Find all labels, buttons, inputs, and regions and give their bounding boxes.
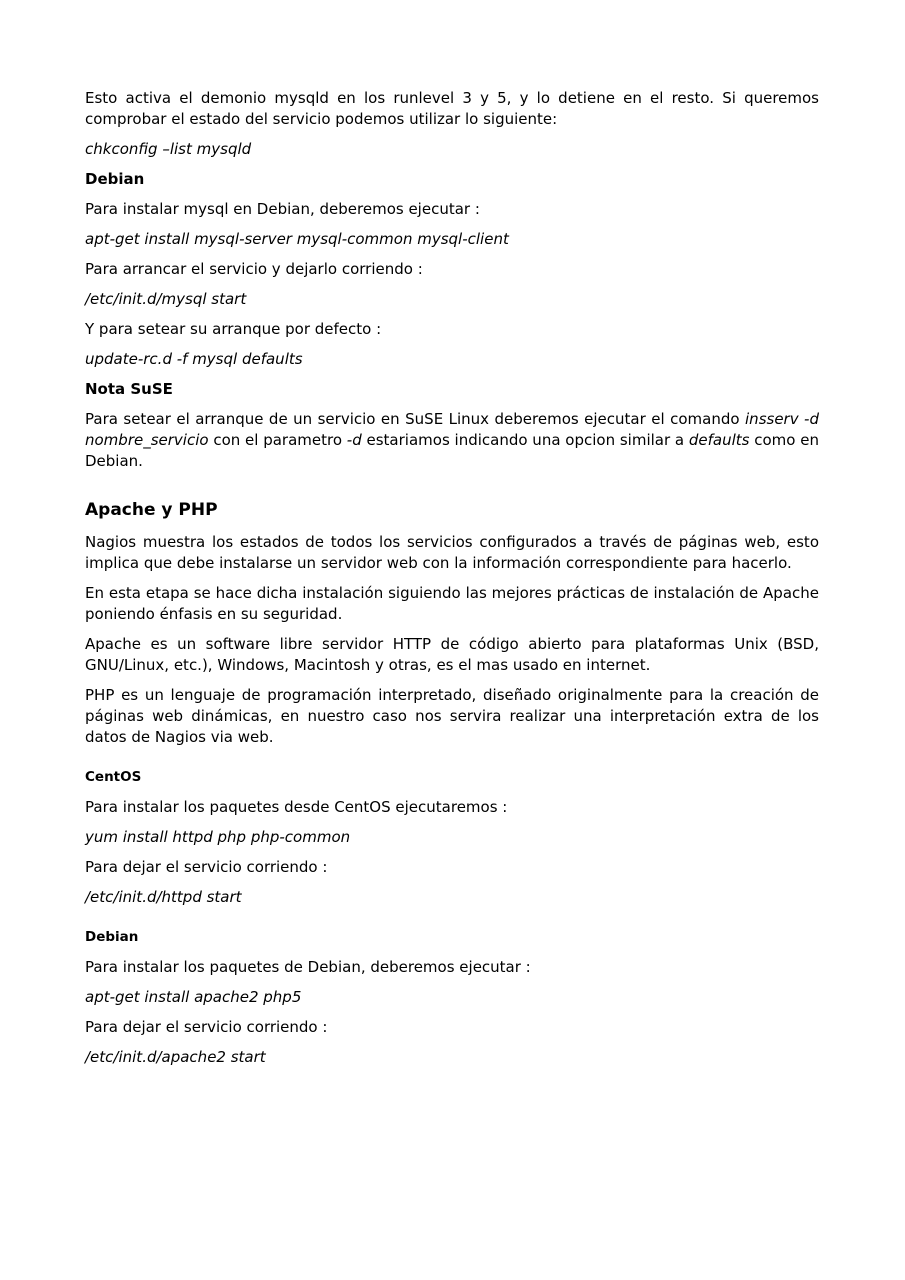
heading-nota-suse: Nota SuSE [85,380,173,398]
heading-debian-mysql: Debian [85,170,145,188]
command-initd-apache2: /etc/init.d/apache2 start [85,1048,266,1066]
command-initd-mysql: /etc/init.d/mysql start [85,290,247,308]
heading-debian-apache: Debian [85,929,139,945]
inline-command-d-flag: -d [346,431,362,449]
paragraph-debian-install-intro: Para instalar mysql en Debian, deberemos ejecutar : [85,200,480,218]
suse-text-segment: con el parametro [208,431,347,449]
command-yum-httpd: yum install httpd php php-common [85,828,351,846]
paragraph-debian-default-intro: Y para setear su arranque por defecto : [85,320,382,338]
command-aptget-mysql: apt-get install mysql-server mysql-common mysql-client [85,230,509,248]
paragraph-nagios-web: Nagios muestra los estados de todos los servicios configurados a través de páginas web, esto implica que debe instalarse un servidor web con la información correspondiente para hacerlo. [85,533,819,572]
heading-apache-php: Apache y PHP [85,500,218,520]
paragraph-debian-start-intro: Para arrancar el servicio y dejarlo corriendo : [85,260,423,278]
inline-command-insserv: insserv -d nombre_servicio [85,410,819,449]
paragraph-suse [85,409,819,472]
command-aptget-apache2: apt-get install apache2 php5 [85,988,302,1006]
suse-text-segment: Para setear el arranque de un servicio en SuSE Linux deberemos ejecutar el comando [85,410,746,428]
paragraph-runlevel-intro: Esto activa el demonio mysqld en los runlevel 3 y 5, y lo detiene en el resto. Si queremos comprobar el estado del servicio podemos utilizar lo siguiente: [85,89,819,128]
inline-command-defaults: defaults [688,431,750,449]
paragraph-debian-apache-install-intro: Para instalar los paquetes de Debian, deberemos ejecutar : [85,958,531,976]
command-chkconfig: chkconfig –list mysqld [85,140,252,158]
suse-text-segment: como en Debian. [85,431,819,470]
paragraph-etapa-instalacion: En esta etapa se hace dicha instalación siguiendo las mejores prácticas de instalación de Apache poniendo énfasis en su seguridad. [85,584,819,623]
command-updaterc: update-rc.d -f mysql defaults [85,350,303,368]
paragraph-centos-start-intro: Para dejar el servicio corriendo : [85,858,328,876]
command-initd-httpd: /etc/init.d/httpd start [85,888,242,906]
heading-centos: CentOS [85,769,142,785]
suse-text-segment: estariamos indicando una opcion similar a [361,431,689,449]
paragraph-debian-apache-start-intro: Para dejar el servicio corriendo : [85,1018,328,1036]
paragraph-centos-install-intro: Para instalar los paquetes desde CentOS ejecutaremos : [85,798,508,816]
paragraph-php-descripcion: PHP es un lenguaje de programación interpretado, diseñado originalmente para la creación de páginas web dinámicas, en nuestro caso nos servira realizar una interpretación extra de los datos de Nagios via web. [85,686,819,746]
paragraph-apache-descripcion: Apache es un software libre servidor HTTP de código abierto para plataformas Unix (BSD, GNU/Linux, etc.), Windows, Macintosh y otras, es el mas usado en internet. [85,635,819,674]
